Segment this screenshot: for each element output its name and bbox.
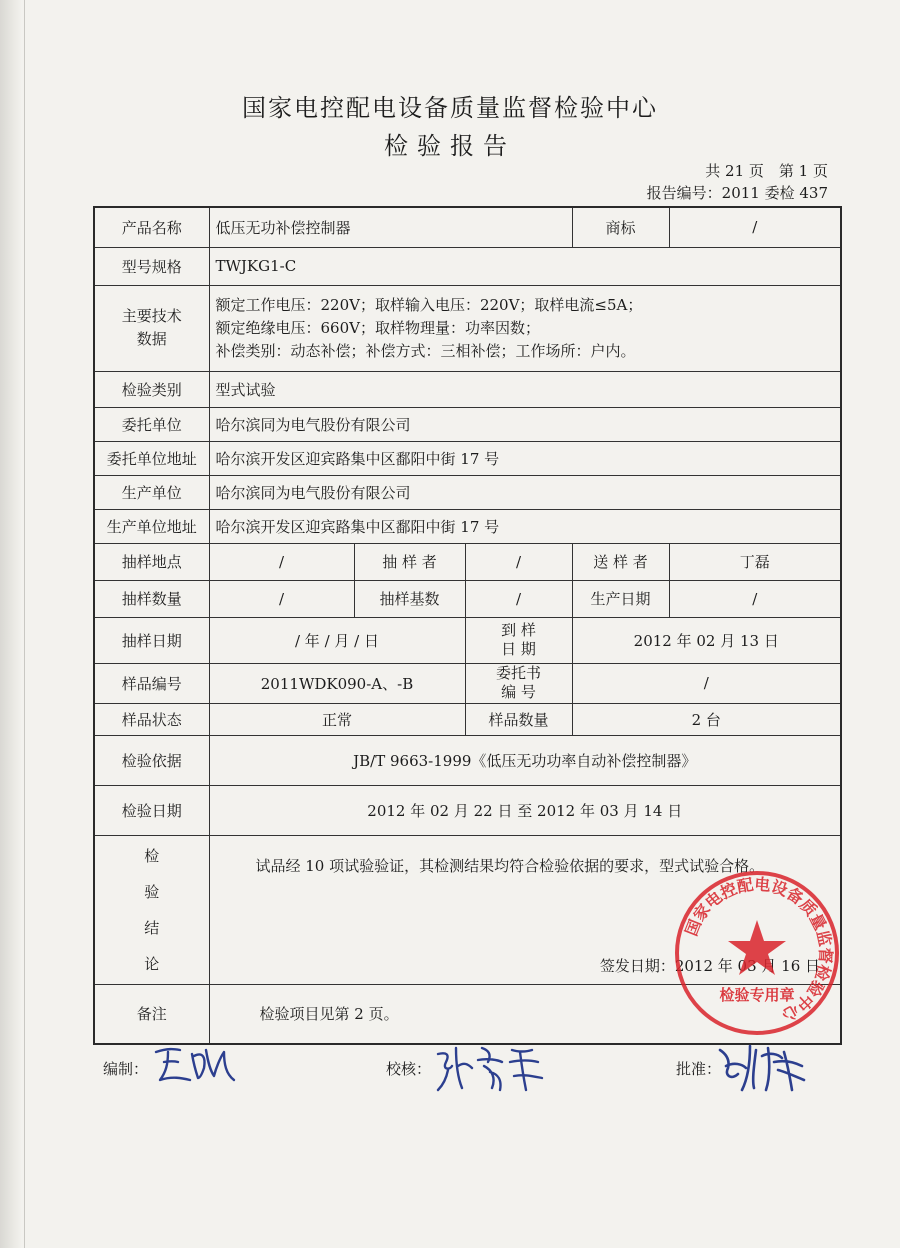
sender-label: 送 样 者 xyxy=(572,543,669,580)
model-value: TWJKG1-C xyxy=(209,247,841,285)
binding-shadow xyxy=(0,0,22,1248)
stamp-ring-text: 国家电控配电设备质量监督检验中心 xyxy=(681,874,836,1025)
issue-date: 签发日期：2012 年 03 月 16 日 xyxy=(599,956,821,975)
sample-count-value: 2 台 xyxy=(572,703,841,735)
client-address-label: 委托单位地址 xyxy=(94,441,209,475)
tech-label-line-2: 数据 xyxy=(136,330,167,348)
sample-state-value: 正常 xyxy=(209,703,465,735)
remark-value: 检验项目见第 2 页。 xyxy=(209,984,841,1044)
compiled-signature xyxy=(150,1040,240,1088)
sample-date-value: / 年 / 月 / 日 xyxy=(209,617,465,663)
table-row xyxy=(94,663,841,703)
table-row xyxy=(94,543,841,580)
table-row xyxy=(94,247,841,285)
commission-no-value: / xyxy=(572,663,841,703)
sample-date-label: 抽样日期 xyxy=(94,617,209,663)
test-date-value: 2012 年 02 月 22 日 至 2012 年 03 月 14 日 xyxy=(209,785,841,835)
sender-value: 丁磊 xyxy=(669,543,841,580)
arrival-label-line-2: 日 期 xyxy=(501,640,536,658)
tech-data-label xyxy=(94,285,209,371)
conclusion-label-char: 检 xyxy=(144,846,160,865)
conclusion-label-char: 结 xyxy=(144,918,160,937)
commission-no-label xyxy=(465,663,572,703)
production-date-label: 生产日期 xyxy=(572,580,669,617)
product-name-value: 低压无功补偿控制器 xyxy=(209,207,572,247)
tech-data-value xyxy=(209,285,841,371)
conclusion-label xyxy=(94,835,209,984)
star-icon xyxy=(728,920,786,975)
inspection-stamp xyxy=(672,868,842,1038)
checked-signature xyxy=(432,1040,552,1096)
page-info: 共 21 页 第 1 页 xyxy=(705,162,828,180)
table-row xyxy=(94,407,841,441)
category-label: 检验类别 xyxy=(94,371,209,407)
table-row xyxy=(94,371,841,407)
tech-label-line-1: 主要技术 xyxy=(121,307,182,325)
approved-signature xyxy=(712,1040,812,1096)
table-row xyxy=(94,441,841,475)
table-row xyxy=(94,285,841,371)
arrival-date-label xyxy=(465,617,572,663)
basis-value: JB/T 9663-1999《低压无功功率自动补偿控制器》 xyxy=(209,735,841,785)
commission-label-line-1: 委托书 xyxy=(496,664,542,682)
sample-place-label: 抽样地点 xyxy=(94,543,209,580)
test-date-label: 检验日期 xyxy=(94,785,209,835)
trademark-label: 商标 xyxy=(572,207,669,247)
client-address-value: 哈尔滨开发区迎宾路集中区鄱阳中街 17 号 xyxy=(209,441,841,475)
report-number: 报告编号：2011 委检 437 xyxy=(646,184,828,202)
sample-no-value: 2011WDK090-A、-B xyxy=(209,663,465,703)
sample-base-value: / xyxy=(465,580,572,617)
report-title: 检验报告 xyxy=(384,132,516,160)
sample-base-label: 抽样基数 xyxy=(354,580,465,617)
manufacturer-value: 哈尔滨同为电气股份有限公司 xyxy=(209,475,841,509)
table-row xyxy=(94,475,841,509)
compiled-by-label: 编制： xyxy=(103,1060,149,1078)
conclusion-label-char: 论 xyxy=(144,954,160,973)
table-row xyxy=(94,785,841,835)
table-row xyxy=(94,580,841,617)
stamp-center-text: 检验专用章 xyxy=(719,986,795,1004)
sample-place-value: / xyxy=(209,543,354,580)
sampler-value: / xyxy=(465,543,572,580)
approved-by-label: 批准： xyxy=(676,1060,722,1078)
table-row xyxy=(94,703,841,735)
binding-line xyxy=(24,0,25,1248)
manufacturer-label: 生产单位 xyxy=(94,475,209,509)
manufacturer-address-label: 生产单位地址 xyxy=(94,509,209,543)
sample-qty-value: / xyxy=(209,580,354,617)
category-value: 型式试验 xyxy=(209,371,841,407)
sample-qty-label: 抽样数量 xyxy=(94,580,209,617)
arrival-date-value: 2012 年 02 月 13 日 xyxy=(572,617,841,663)
sampler-label: 抽 样 者 xyxy=(354,543,465,580)
conclusion-label-char: 验 xyxy=(144,882,160,901)
org-title: 国家电控配电设备质量监督检验中心 xyxy=(242,94,658,122)
commission-label-line-2: 编 号 xyxy=(501,683,536,701)
tech-line-1: 额定工作电压：220V；取样输入电压：220V；取样电流≤5A； xyxy=(215,295,643,314)
remark-label: 备注 xyxy=(94,984,209,1044)
trademark-value: / xyxy=(669,207,841,247)
conclusion-text: 试品经 10 项试验验证，其检测结果均符合检验依据的要求，型式试验合格。 xyxy=(255,856,765,875)
sample-state-label: 样品状态 xyxy=(94,703,209,735)
table-row xyxy=(94,617,841,663)
sample-no-label: 样品编号 xyxy=(94,663,209,703)
model-label: 型号规格 xyxy=(94,247,209,285)
table-row xyxy=(94,735,841,785)
client-value: 哈尔滨同为电气股份有限公司 xyxy=(209,407,841,441)
product-name-label: 产品名称 xyxy=(94,207,209,247)
table-row xyxy=(94,509,841,543)
manufacturer-address-value: 哈尔滨开发区迎宾路集中区鄱阳中街 17 号 xyxy=(209,509,841,543)
production-date-value: / xyxy=(669,580,841,617)
checked-by-label: 校核： xyxy=(386,1060,432,1078)
table-row xyxy=(94,207,841,247)
tech-line-2: 额定绝缘电压：660V；取样物理量：功率因数； xyxy=(215,318,540,337)
basis-label: 检验依据 xyxy=(94,735,209,785)
tech-line-3: 补偿类别：动态补偿；补偿方式：三相补偿；工作场所：户内。 xyxy=(215,341,636,360)
client-label: 委托单位 xyxy=(94,407,209,441)
arrival-label-line-1: 到 样 xyxy=(501,621,536,639)
sample-count-label: 样品数量 xyxy=(465,703,572,735)
